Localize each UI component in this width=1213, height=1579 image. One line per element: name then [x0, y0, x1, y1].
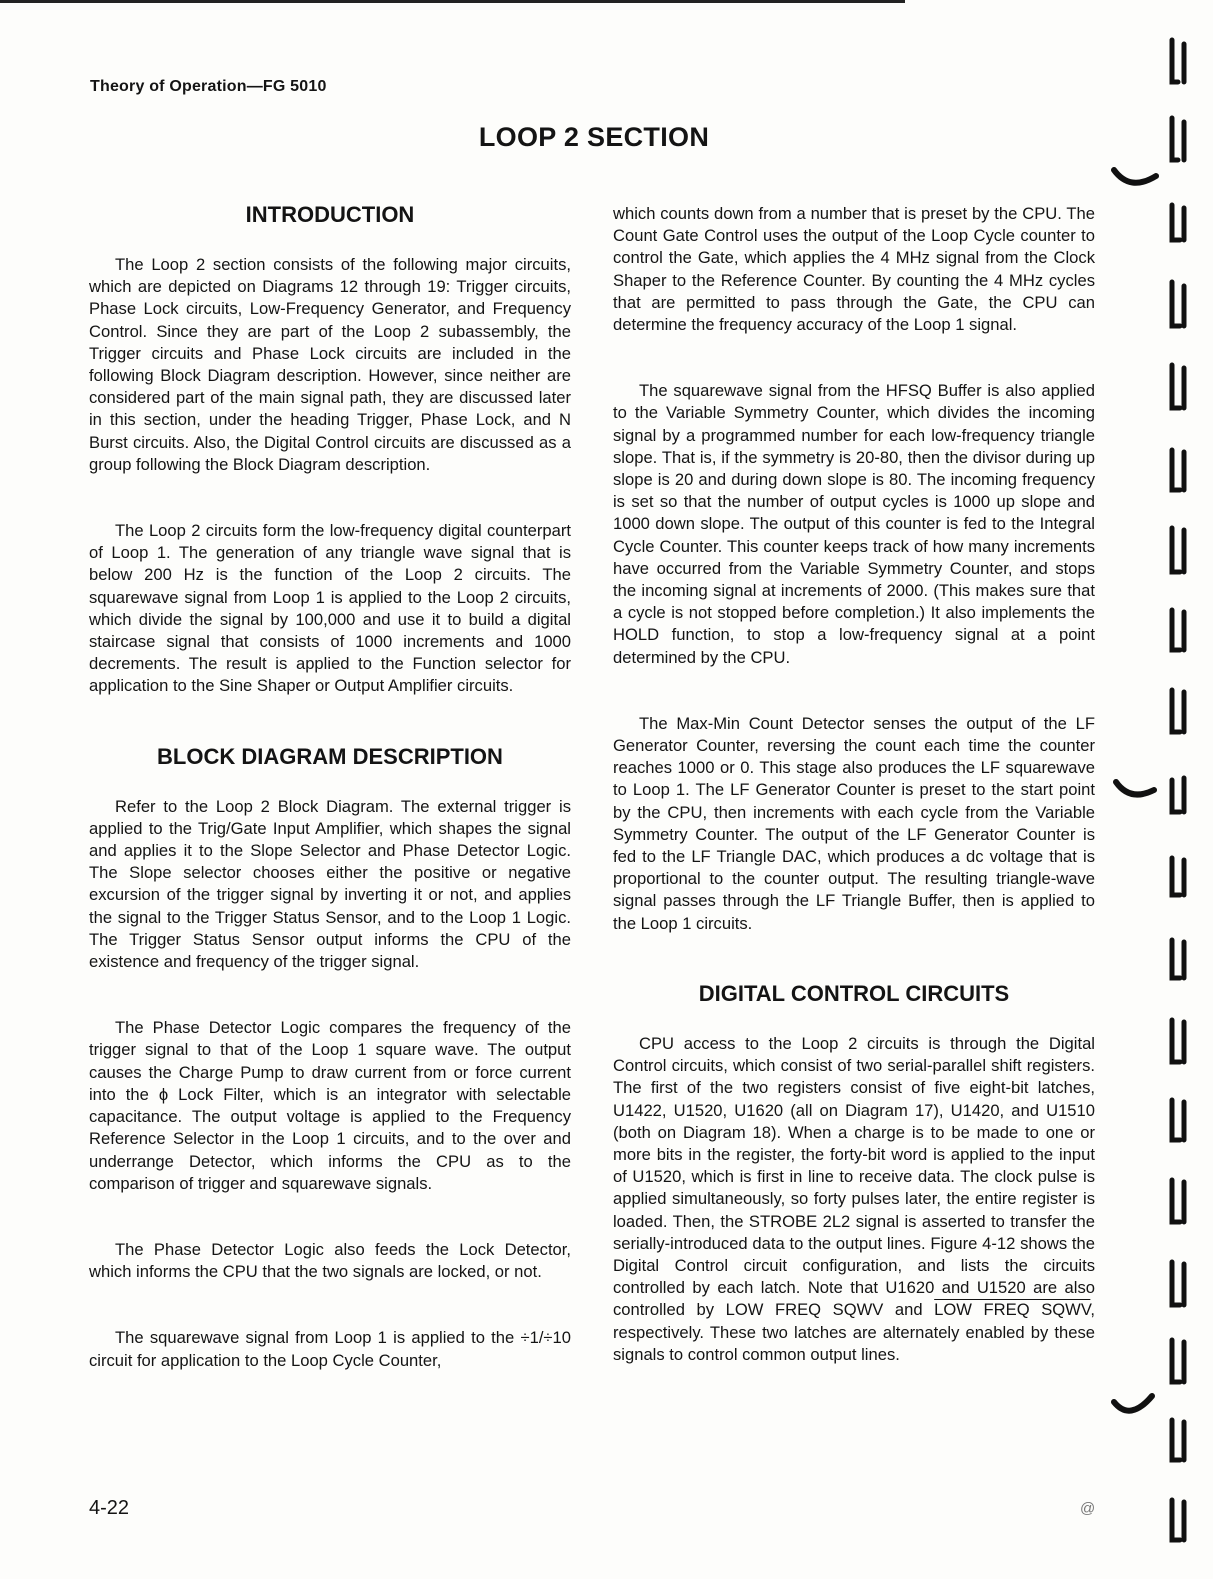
section-title: LOOP 2 SECTION — [478, 122, 710, 152]
overlined-signal: LOW FREQ SQWV — [934, 1300, 1091, 1320]
paragraph-digital-control — [613, 1033, 1095, 1366]
left-column — [89, 200, 571, 1416]
paragraph-block-3: The Phase Detector Logic also feeds the Lock Detector, which informs the CPU that the two signals are locked, or not. — [89, 1239, 571, 1282]
binding-holes — [1100, 0, 1213, 1574]
paragraph-block-4: The squarewave signal from Loop 1 is applied to the ÷1/÷10 circuit for application to the Loop Cycle Counter, — [89, 1328, 571, 1370]
paragraph-block-1: Refer to the Loop 2 Block Diagram. The external trigger is applied to the Trig/Gate Input Amplifier, which shapes the signal and applies it to the Slope Selector and Phase Detector Logic. The Slope selector chooses either the positive or negative excursion of the trigger signal by inverting it or not, and applies the signal to the Trigger Status Sensor, and to the Loop 1 Logic. The Trigger Status Sensor output informs the CPU of the existence and frequency of the trigger signal. — [89, 796, 571, 972]
running-head: Theory of Operation—FG 5010 — [90, 78, 327, 95]
digital-text-b: , respectively. These two latches are alternately enabled by these signals to control common output lines. — [613, 1300, 1096, 1364]
paragraph-intro-1: The Loop 2 section consists of the following major circuits, which are depicted on Diagrams 12 through 19: Trigger circuits, Phase Lock circuits, Low-Frequency Generator, and Frequency Control. Since they are part of the Loop 2 subassembly, the Trigger circuits and Phase Lock circuits are included in the following Block Diagram description. However, since neither are considered part of the main signal path, they are discussed later in this section, under the heading Trigger, Phase Lock, and N Burst circuits. Also, the Digital Control circuits are discussed as a group following the Block Diagram description. — [89, 255, 571, 474]
heading-block-diagram: BLOCK DIAGRAM DESCRIPTION — [157, 743, 503, 769]
paragraph-block-2: The Phase Detector Logic compares the frequency of the trigger signal to that of the Loop 1 square wave. The output causes the Charge Pump to draw current from or force current into the ϕ Lock Filter, which is an integrator with selectable capacitance. The output voltage is applied to the Frequency Reference Selector in the Loop 1 circuits, and to the over and underrange Detector, which informs the CPU as to the comparison of trigger and squarewave signals. — [89, 1018, 571, 1193]
top-rule — [0, 0, 905, 3]
binding-holes-graphic — [1100, 0, 1213, 1574]
heading-digital-control: DIGITAL CONTROL CIRCUITS — [698, 980, 1010, 1006]
heading-introduction: INTRODUCTION — [245, 202, 415, 227]
paragraph-intro-2: The Loop 2 circuits form the low-frequency digital counterpart of Loop 1. The generation of any triangle wave signal that is below 200 Hz is the function of the Loop 2 circuits. The squarewave signal from Loop 1 is applied to the Loop 2 circuits, which divide the signal by 100,000 and use it to build a digital staircase signal that consists of 1000 increments and 1000 decrements. The result is applied to the Function selector for application to the Sine Shaper or Output Amplifier circuits. — [89, 521, 571, 696]
paragraph-max-min: The Max-Min Count Detector senses the output of the LF Generator Counter, reversing the count each time the counter reaches 1000 or 0. This stage also produces the LF squarewave to Loop 1. The LF Generator Counter is preset to the start point by the CPU, then increments with each cycle from the Variable Symmetry Counter. The output of the LF Generator Counter is fed to the LF Triangle DAC, which produces a dc voltage that is proportional to the counter output. The resulting triangle-wave signal passes through the LF Triangle Buffer, then is applied to the Loop 1 circuits. — [613, 713, 1095, 933]
right-column — [613, 203, 1095, 1410]
copyright-mark: @ — [1080, 1500, 1096, 1517]
page-number: 4-22 — [89, 1497, 130, 1519]
digital-text-a: CPU access to the Loop 2 circuits is through the Digital Control circuits, which consist of two serial-parallel shift registers. The first of the two registers consist of five eight-bit latches, U1422, U1520, U1620 (all on Diagram 17), U1420, and U1510 (both on Diagram 18). When a charge is to be made to one or more bits in the register, the forty-bit word is applied to the input of U1520, which is first in line to receive data. The clock pulse is applied simultaneously, so forty pulses later, the entire register is loaded. Then, the STROBE 2L2 signal is asserted to transfer the serially-introduced data to the output lines. Figure 4-12 shows the Digital Control circuit configuration, and lists the circuits controlled by each latch. Note that U1620 and U1520 are also controlled by LOW FREQ SQWV and — [613, 1033, 1095, 1320]
paragraph-symmetry-counter: The squarewave signal from the HFSQ Buffer is also applied to the Variable Symmetry Counter, which divides the incoming signal by a programmed number for each low-frequency triangle slope. That is, if the symmetry is 20-80, then the divisor during up slope is 20 and during down slope is 80. The incoming frequency is set so that the number of output cycles is 1000 up slope and 1000 down slope. The output of this counter is fed to the Integral Cycle Counter. This counter keeps track of how many increments have occurred from the Variable Symmetry Counter, and stops the incoming signal at increments of 2000. (This makes sure that a cycle is not stopped before completion.) It also implements the HOLD function, to stop a low-frequency signal at a point determined by the CPU. — [613, 381, 1095, 667]
paragraph-loop-cycle: which counts down from a number that is preset by the CPU. The Count Gate Control uses the output of the Loop Cycle counter to control the Gate, which applies the 4 MHz signal from the Clock Shaper to the Reference Counter. By counting the 4 MHz cycles that are permitted to pass through the Gate, the CPU can determine the frequency accuracy of the Loop 1 signal. — [613, 204, 1095, 335]
